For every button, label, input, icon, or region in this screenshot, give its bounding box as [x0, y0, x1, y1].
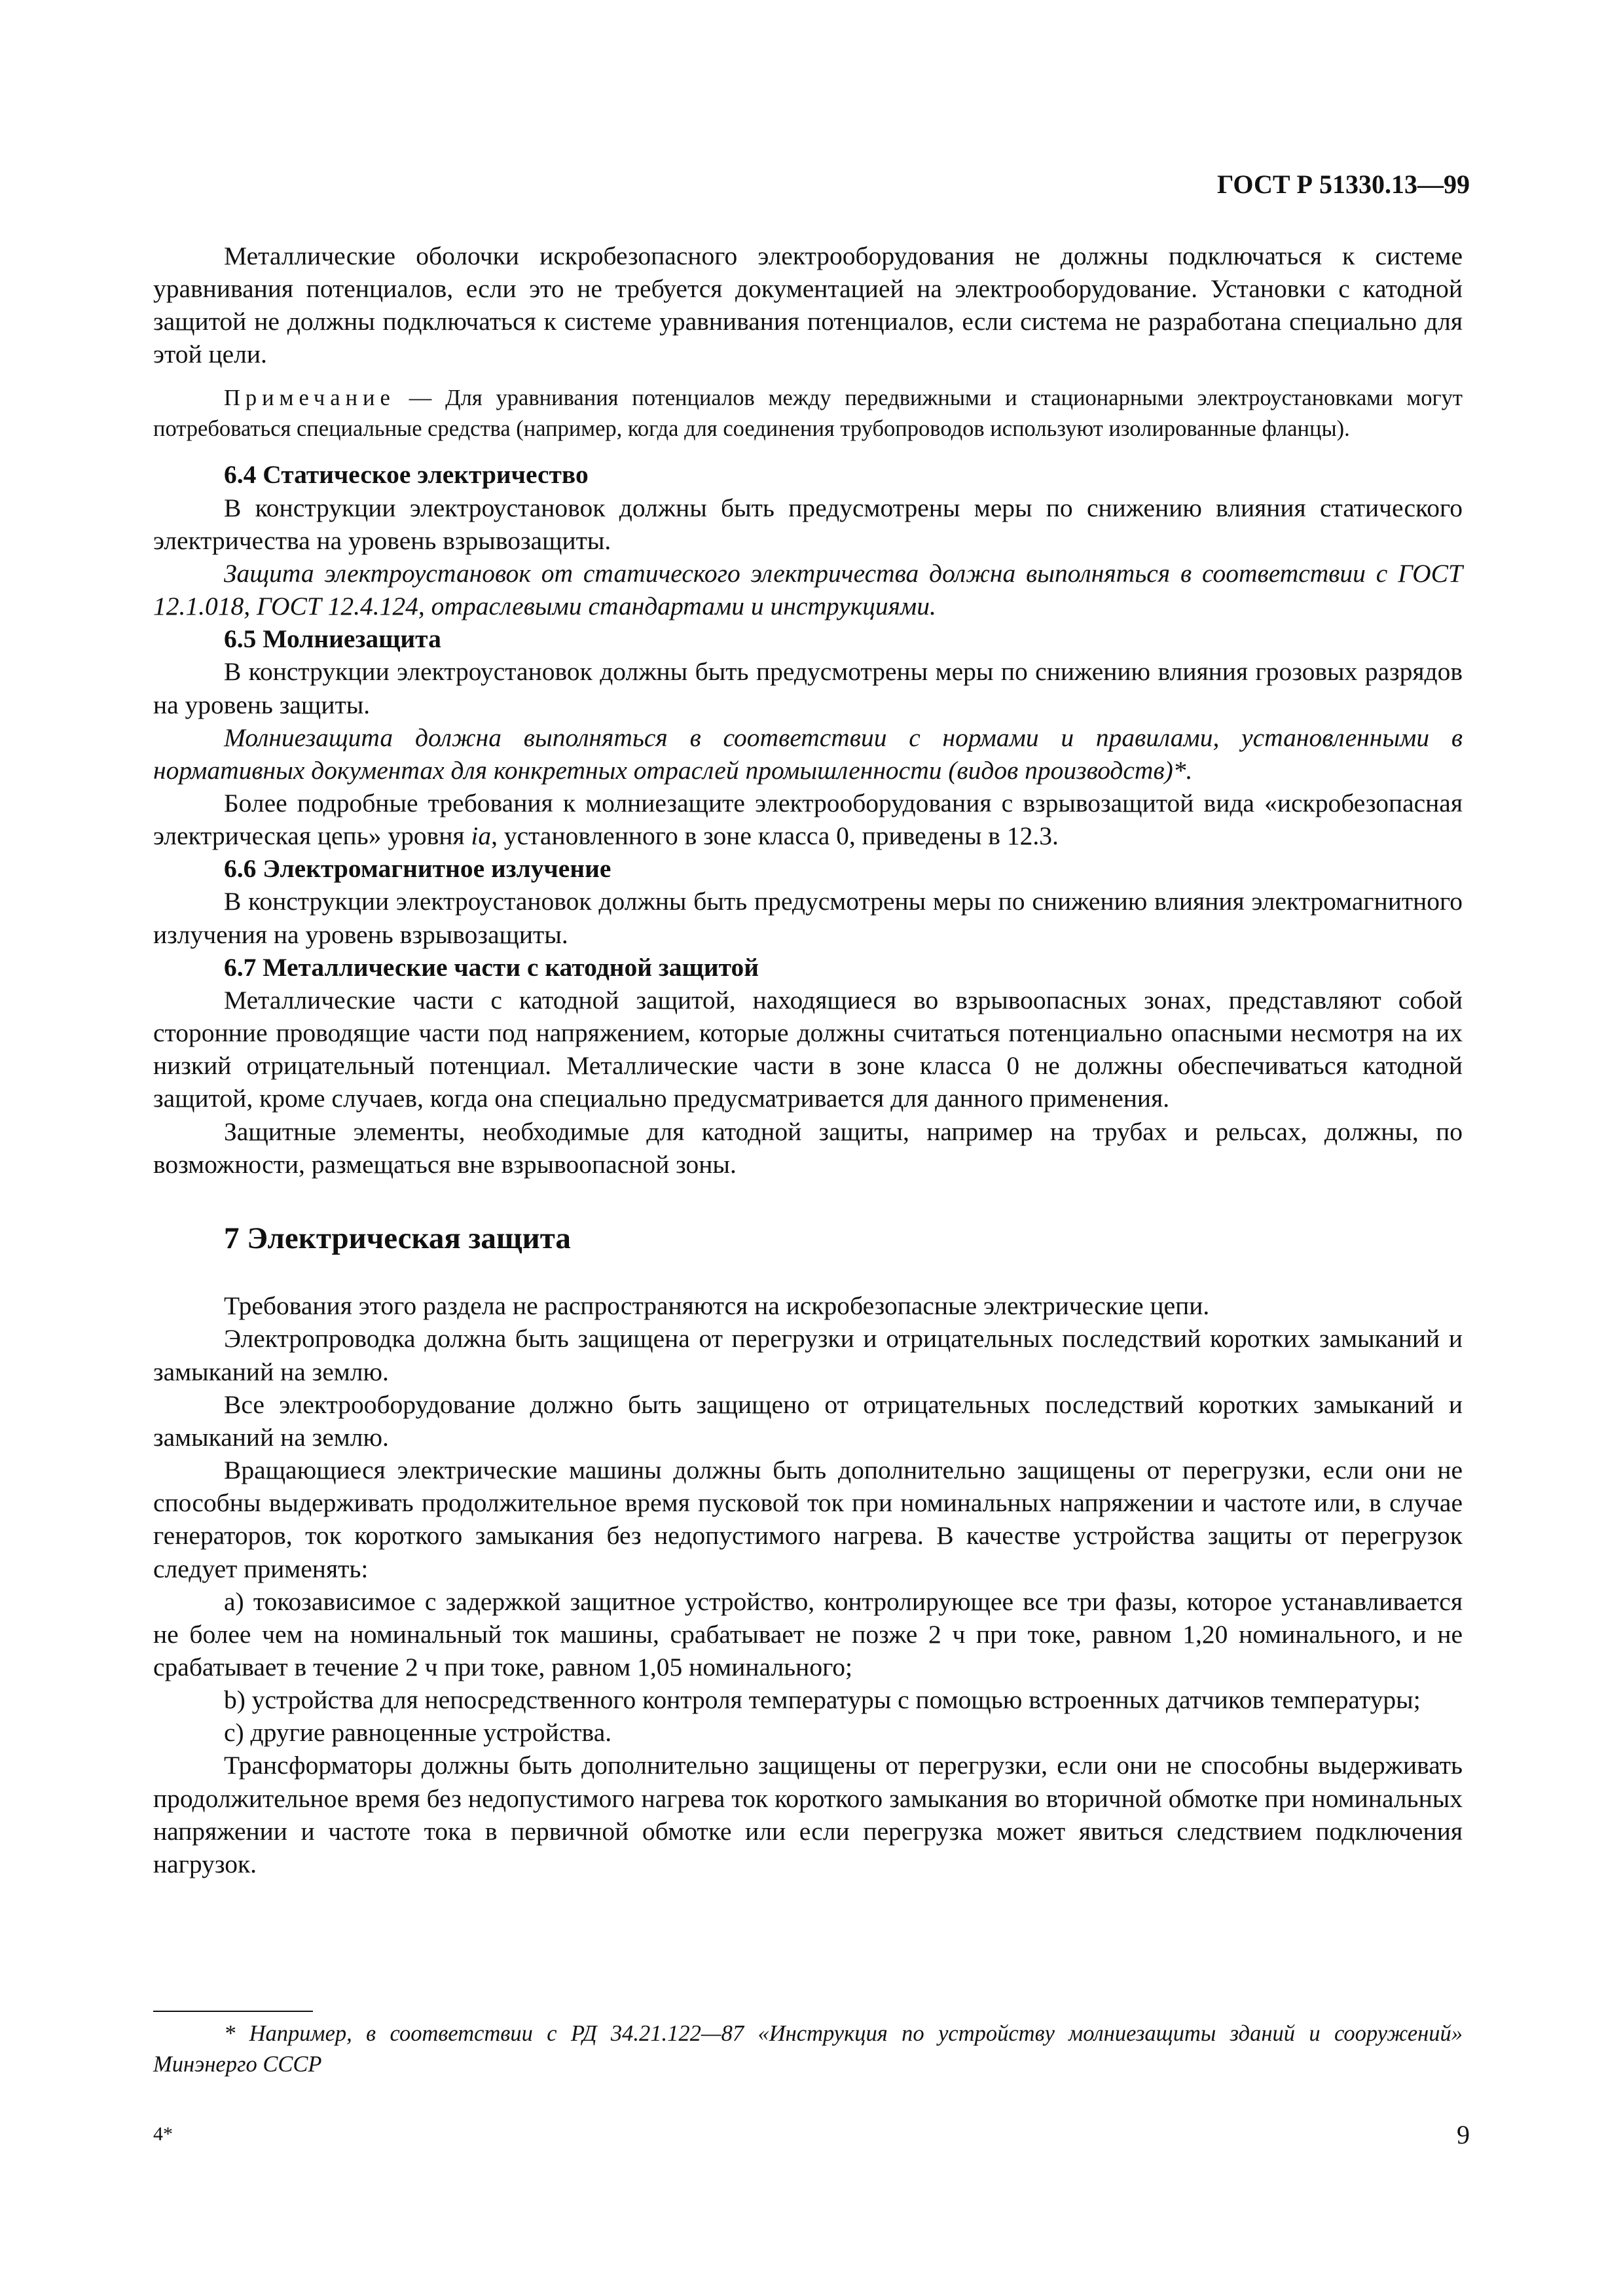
- paragraph: В конструкции электроустановок должны быть предусмотрены меры по снижению влияния электромагнитного излучения на уровень взрывозащиты.: [153, 887, 1463, 949]
- paragraph: Металлические части с катодной защитой, находящиеся во взрывоопасных зонах, представляют собой сторонние проводящие части под напряжением, которые должны считаться потенциально опасными несмотря на их низкий отрицательный потенциал. Металлические части в зоне класса 0 не должны обеспечиваться катодной защитой, кроме случаев, когда она специально предусматривается для данного применения.: [153, 985, 1463, 1113]
- paragraph: [153, 787, 1463, 852]
- paragraph: Вращающиеся электрические машины должны быть дополнительно защищены от перегрузки, если они не способны выдерживать продолжительное время пусковой ток при номинальных напряжении и частоте или, в случае генераторов, ток короткого замыкания без недопустимого нагрева. В качестве устройства защиты от перегрузок следует применять:: [153, 1456, 1463, 1583]
- text: Более подробные требования к молниезащите электрооборудования с взрывозащитой вида «искробезопасная электрическая цепь» уровня: [153, 789, 1463, 851]
- section-6-4-heading: 6.4 Статическое электричество: [224, 460, 589, 490]
- note-text: — Для уравнивания потенциалов между передвижными и стационарными электроустановками могут потребоваться специальные средства (например, когда для соединения трубопроводов используют изолированные фланцы).: [153, 385, 1463, 441]
- paragraph: Требования этого раздела не распространяются на искробезопасные электрические цепи.: [224, 1291, 1210, 1321]
- paragraph-italic: Защита электроустановок от статического электричества должна выполняться в соответствии с ГОСТ 12.1.018, ГОСТ 12.4.124, отраслевыми стандартами и инструкциями.: [153, 558, 1463, 621]
- document-code: ГОСТ Р 51330.13—99: [1216, 170, 1470, 199]
- paragraph: В конструкции электроустановок должны быть предусмотрены меры по снижению влияния грозовых разрядов на уровень защиты.: [153, 657, 1463, 719]
- paragraph: Все электрооборудование должно быть защищено от отрицательных последствий коротких замыканий и замыканий на землю.: [153, 1390, 1463, 1452]
- paragraph: Электропроводка должна быть защищена от перегрузки и отрицательных последствий коротких замыканий и замыканий на землю.: [153, 1324, 1463, 1386]
- footnote-divider: [153, 2011, 313, 2012]
- level-code: ia: [471, 821, 492, 851]
- section-6-5-heading: 6.5 Молниезащита: [224, 624, 441, 654]
- page-body: [153, 240, 1463, 1880]
- page-number: 9: [1457, 2120, 1470, 2149]
- section-6-7-heading: 6.7 Металлические части с катодной защитой: [224, 952, 759, 982]
- text: , установленного в зоне класса 0, приведены в 12.3.: [491, 821, 1059, 851]
- paragraph-italic: Молниезащита должна выполняться в соответствии с нормами и правилами, установленными в нормативных документах для конкретных отраслей промышленности (видов производств)*.: [153, 723, 1463, 785]
- paragraph: Защитные элементы, необходимые для катодной защиты, например на трубах и рельсах, должны, по возможности, размещаться вне взрывоопасной зоны.: [153, 1117, 1463, 1179]
- section-6-6-heading: 6.6 Электромагнитное излучение: [224, 854, 611, 884]
- note-label: Примечание: [224, 385, 395, 410]
- section-7-heading: 7 Электрическая защита: [224, 1221, 571, 1255]
- footnote: * Например, в соответствии с РД 34.21.122—87 «Инструкция по устройству молниезащиты зданий и сооружений» Минэнерго СССР: [153, 2021, 1463, 2077]
- list-item-c: с) другие равноценные устройства.: [224, 1718, 612, 1748]
- paragraph: Металлические оболочки искробезопасного электрооборудования не должны подключаться к системе уравнивания потенциалов, если это не требуется документацией на электрооборудование. Установки с катодной защитой не должны подключаться к системе уравнивания потенциалов, если система не разработана специально для этой цели.: [153, 242, 1463, 369]
- paragraph: Трансформаторы должны быть дополнительно защищены от перегрузки, если они не способны выдерживать продолжительное время без недопустимого нагрева ток короткого замыкания во вторичной обмотке при номинальных напряжении и частоте тока в первичной обмотке или если перегрузка может явиться следствием подключения нагрузок.: [153, 1751, 1463, 1878]
- paragraph: В конструкции электроустановок должны быть предусмотрены меры по снижению влияния статического электричества на уровень взрывозащиты.: [153, 493, 1463, 555]
- note: [153, 383, 1463, 444]
- sheet-mark: 4*: [153, 2123, 173, 2145]
- list-item-a: а) токозависимое с задержкой защитное устройство, контролирующее все три фазы, которое устанавливается не более чем на номинальный ток машины, срабатывает не позже 2 ч при токе, равном 1,20 номинального, и не срабатывает в течение 2 ч при токе, равном 1,05 номинального;: [153, 1587, 1463, 1681]
- list-item-b: b) устройства для непосредственного контроля температуры с помощью встроенных датчиков температуры;: [224, 1685, 1421, 1715]
